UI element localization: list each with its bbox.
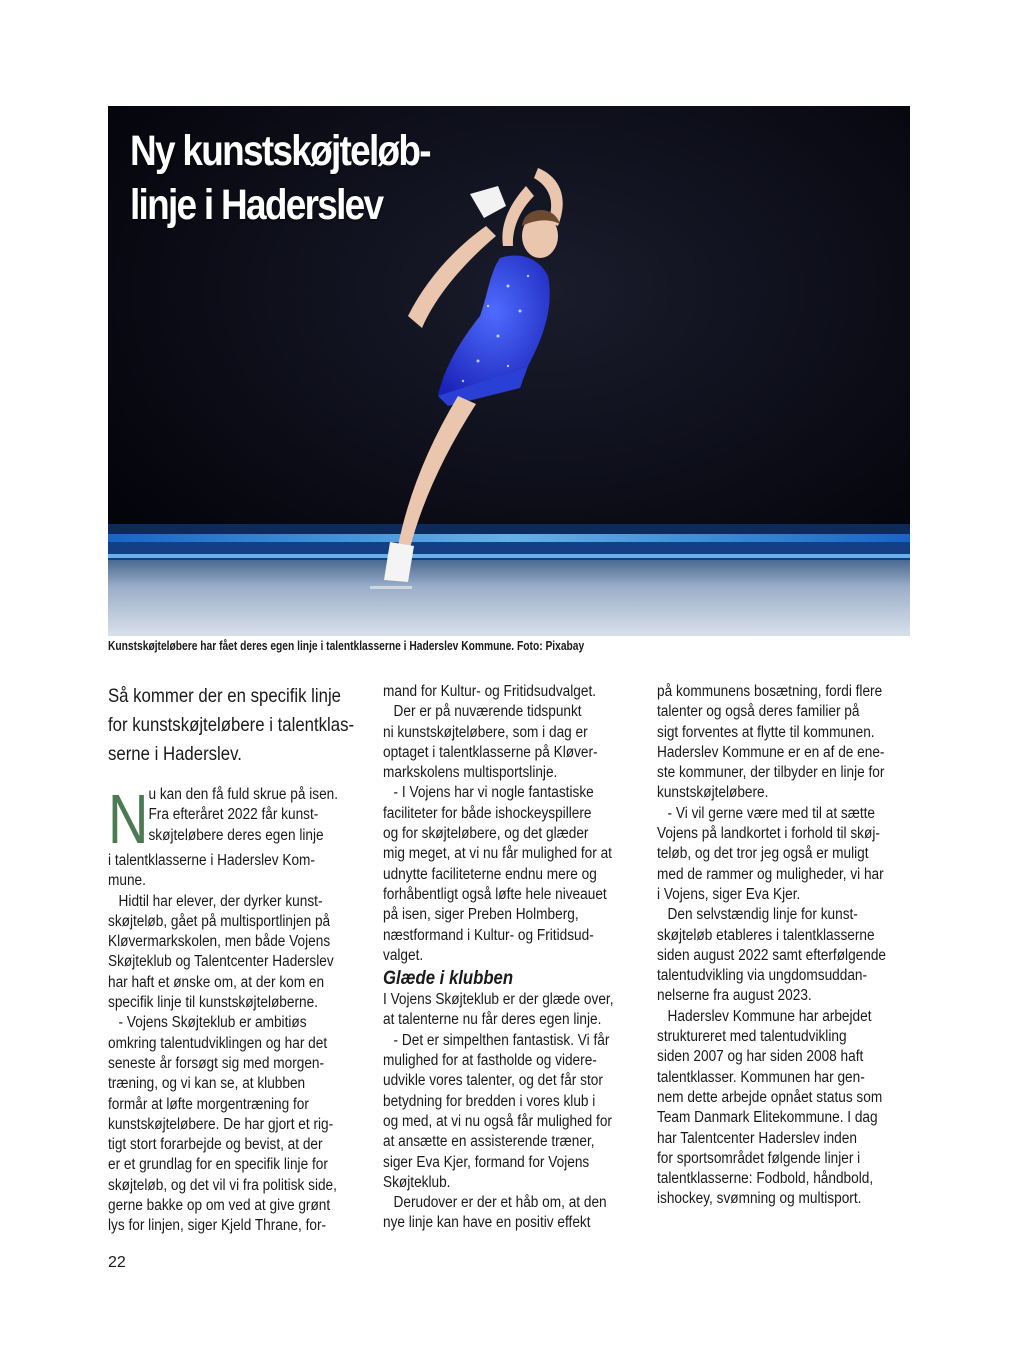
headline-line-1: Ny kunstskøjteløb- bbox=[130, 127, 430, 175]
body-line: forhåbentligt også løfte hele niveauet bbox=[383, 885, 607, 903]
body-line: mulighed for at fastholde og videre- bbox=[383, 1052, 597, 1070]
body-line: skøjteløb, og det vil vi fra politisk side, bbox=[108, 1176, 337, 1194]
body-line: struktureret med talentudvikling bbox=[657, 1028, 847, 1046]
body-line: Team Danmark Elitekommune. I dag bbox=[657, 1109, 878, 1127]
column-3 bbox=[657, 682, 912, 1210]
body-line: udnytte faciliteterne endnu mere og bbox=[383, 865, 597, 883]
body-line: og for skøjteløbere, og det glæder bbox=[383, 825, 589, 843]
body-line: med de rammer og muligheder, vi har bbox=[657, 865, 884, 883]
body-line: - Vojens Skøjteklub er ambitiøs bbox=[118, 1014, 307, 1032]
body-line: i talentklasserne i Haderslev Kom- bbox=[108, 852, 315, 869]
body-line: Skøjteklub og Talentcenter Haderslev bbox=[108, 953, 334, 971]
body-line: sigt forventes at flytte til kommunen. bbox=[657, 723, 875, 741]
lead-line: serne i Haderslev. bbox=[108, 743, 242, 765]
body-line: Kløvermarkskolen, men både Vojens bbox=[108, 933, 331, 951]
body-line: for sportsområdet følgende linjer i bbox=[657, 1149, 861, 1167]
body-line: betydning for bredden i vores klub i bbox=[383, 1092, 596, 1110]
body-line: talentklasser. Kommunen har gen- bbox=[657, 1068, 865, 1086]
body-line: u kan den få fuld skrue på isen. bbox=[148, 786, 339, 803]
body-line: Derudover er der et håb om, at den bbox=[393, 1194, 607, 1212]
body-line: markskolens multisportslinje. bbox=[383, 764, 558, 782]
body-line: tigt stort forarbejde og bevist, at der bbox=[108, 1136, 323, 1154]
body-line: nelserne fra august 2023. bbox=[657, 987, 812, 1005]
body-line: skøjteløbere deres egen linje bbox=[148, 826, 324, 844]
body-line: I Vojens Skøjteklub er der glæde over, bbox=[383, 991, 614, 1009]
body-line: og med, at vi nu også får mulighed for bbox=[383, 1112, 612, 1130]
body-line: udvikle vores talenter, og det får stor bbox=[383, 1072, 603, 1090]
body-line: siger Eva Kjer, formand for Vojens bbox=[383, 1153, 590, 1171]
hero-photo bbox=[108, 106, 910, 636]
body-line: mig meget, at vi nu får mulighed for at bbox=[383, 845, 612, 863]
body-line: teløb, og det tror jeg også er muligt bbox=[657, 845, 869, 863]
body-line: talenter og også deres familier på bbox=[657, 703, 860, 721]
body-line: - I Vojens har vi nogle fantastiske bbox=[393, 784, 594, 802]
body-line: skøjteløb, gået på multisportlinjen på bbox=[108, 912, 331, 930]
body-line: på kommunens bosætning, fordi flere bbox=[657, 683, 883, 700]
body-line: har haft et ønske om, at der kom en bbox=[108, 973, 325, 991]
column-2 bbox=[383, 682, 638, 1234]
body-line: mune. bbox=[108, 872, 146, 890]
lead-paragraph bbox=[108, 682, 358, 769]
body-line: specifik linje til kunstskøjteløberne. bbox=[108, 994, 318, 1012]
body-line: faciliteter for både ishockeyspillere bbox=[383, 804, 592, 822]
body-line: Haderslev Kommune er en af de ene- bbox=[657, 743, 885, 761]
body-line: skøjteløb etableres i talentklasserne bbox=[657, 926, 875, 944]
body-line: ni kunstskøjteløbere, som i dag er bbox=[383, 723, 588, 741]
body-line: - Vi vil gerne være med til at sætte bbox=[667, 804, 876, 822]
body-line: kunstskøjteløbere. bbox=[657, 784, 769, 802]
article-headline bbox=[130, 124, 430, 232]
body-line: omkring talentudviklingen og har det bbox=[108, 1034, 328, 1052]
section-subheading: Glæde i klubben bbox=[383, 968, 514, 990]
body-paragraphs bbox=[108, 780, 358, 1237]
body-line: talentudvikling via ungdomsuddan- bbox=[657, 967, 868, 985]
body-line: lys for linjen, siger Kjeld Thrane, for- bbox=[108, 1217, 327, 1235]
body-line: talentklasserne: Fodbold, håndbold, bbox=[657, 1170, 874, 1188]
column-1 bbox=[108, 682, 358, 1237]
body-line: på isen, siger Preben Holmberg, bbox=[383, 906, 579, 924]
body-line: seneste år forsøgt sig med morgen- bbox=[108, 1054, 325, 1072]
body-line: Fra efteråret 2022 får kunst- bbox=[148, 806, 319, 824]
body-line: siden 2007 og har siden 2008 haft bbox=[657, 1048, 864, 1066]
body-line: Der er på nuværende tidspunkt bbox=[393, 703, 582, 721]
body-line: nye linje kan have en positiv effekt bbox=[383, 1214, 591, 1232]
body-line: formår at løfte morgentræning for bbox=[108, 1095, 309, 1113]
body-line: er et grundlag for en specifik linje for bbox=[108, 1156, 328, 1174]
body-line: ishockey, svømning og multisport. bbox=[657, 1190, 862, 1208]
drop-cap: N bbox=[108, 780, 149, 858]
body-line: Skøjteklub. bbox=[383, 1173, 451, 1191]
page-number: 22 bbox=[108, 1254, 126, 1271]
body-line: Hidtil har elever, der dyrker kunst- bbox=[118, 892, 323, 910]
body-line: kunstskøjteløbere. De har gjort et rig- bbox=[108, 1115, 334, 1133]
body-line: Vojens på landkortet i forhold til skøj- bbox=[657, 825, 880, 843]
body-line: valget. bbox=[383, 946, 424, 964]
body-line: i Vojens, siger Eva Kjer. bbox=[657, 885, 801, 903]
body-line: siden august 2022 samt efterfølgende bbox=[657, 946, 887, 964]
body-line: ste kommuner, der tilbyder en linje for bbox=[657, 764, 885, 782]
body-line: mand for Kultur- og Fritidsudvalget. bbox=[383, 683, 597, 700]
body-line: optaget i talentklasserne på Kløver- bbox=[383, 743, 598, 761]
body-line: gerne bakke op om ved at give grønt bbox=[108, 1197, 331, 1215]
photo-caption: Kunstskøjteløbere har fået deres egen linje i talentklasserne i Haderslev Kommune. Foto: Pixabay bbox=[108, 639, 585, 653]
body-line: at ansætte en assisterende træner, bbox=[383, 1133, 595, 1151]
body-line: at talenterne nu får deres egen linje. bbox=[383, 1011, 602, 1029]
lead-line: Så kommer der en specifik linje bbox=[108, 685, 342, 707]
body-line: Haderslev Kommune har arbejdet bbox=[667, 1007, 872, 1025]
body-line: - Det er simpelthen fantastisk. Vi får bbox=[393, 1031, 610, 1049]
headline-line-2: linje i Haderslev bbox=[130, 181, 383, 229]
body-line: Den selvstændig linje for kunst- bbox=[667, 906, 858, 924]
body-line: næstformand i Kultur- og Fritidsud- bbox=[383, 926, 594, 944]
lead-line: for kunstskøjteløbere i talentklas- bbox=[108, 714, 355, 736]
body-line: træning, og vi kan se, at klubben bbox=[108, 1075, 306, 1093]
body-line: har Talentcenter Haderslev inden bbox=[657, 1129, 857, 1147]
body-line: nem dette arbejde opnået status som bbox=[657, 1088, 883, 1106]
